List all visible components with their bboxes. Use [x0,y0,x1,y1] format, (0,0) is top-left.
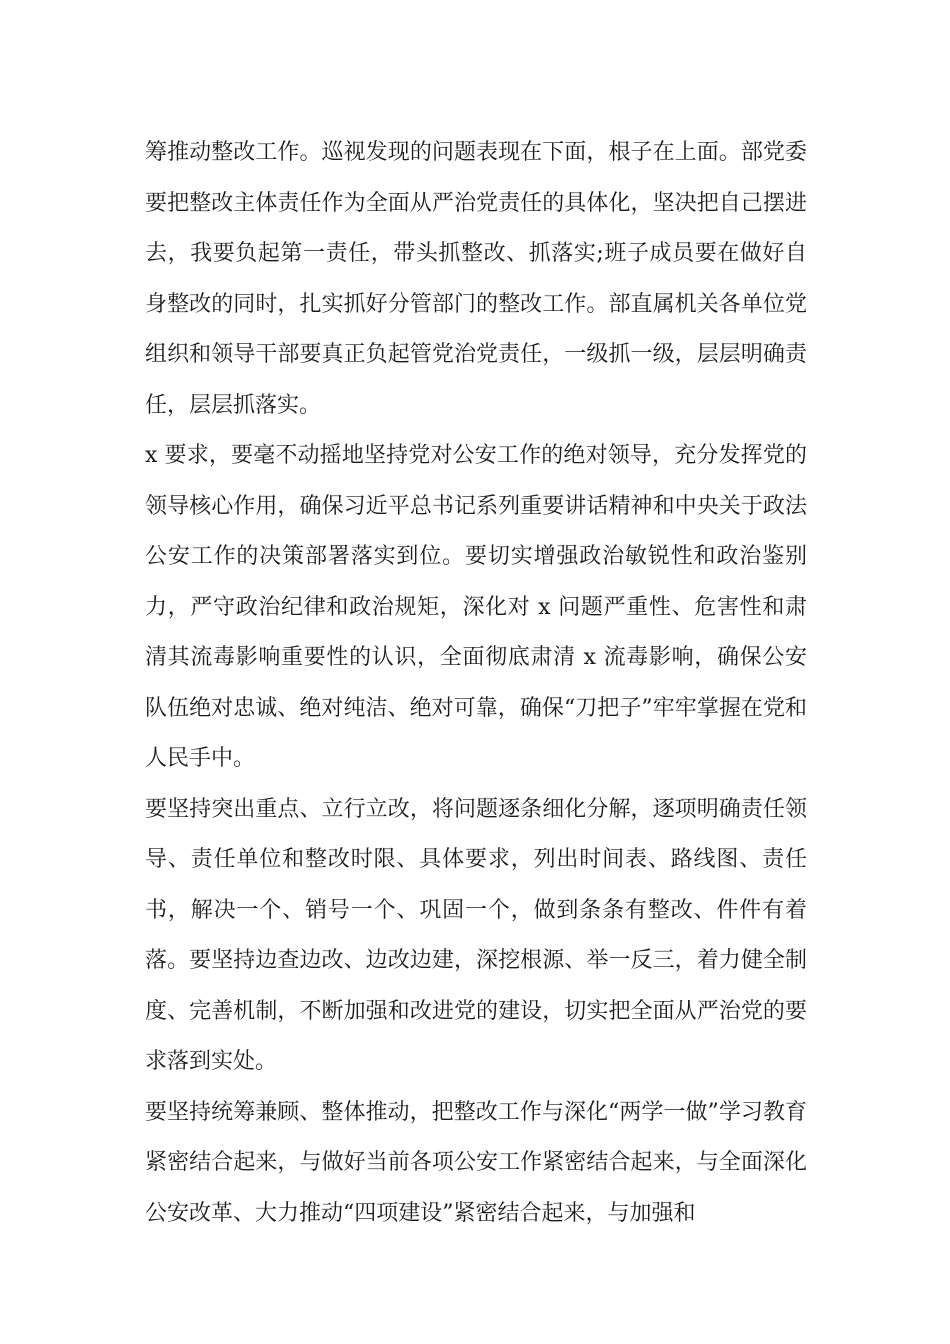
document-body [145,128,807,1239]
paragraph-3: 要坚持突出重点、立行立改，将问题逐条细化分解，逐项明确责任领导、责任单位和整改时限、具体要求，列出时间表、路线图、责任书，解决一个、销号一个、巩固一个，做到条条有整改、件件有着落。要坚持边查边改、边改边建，深挖根源、举一反三，着力健全制度、完善机制，不断加强和改进党的建设，切实把全面从严治党的要求落到实处。 [145,796,807,1074]
paragraph-1: 筹推动整改工作。巡视发现的问题表现在下面，根子在上面。部党委要把整改主体责任作为全面从严治党责任的具体化，坚决把自己摆进去，我要负起第一责任，带头抓整改、抓落实;班子成员要在做好自身整改的同时，扎实抓好分管部门的整改工作。部直属机关各单位党组织和领导干部要真正负起管党治党责任，一级抓一级，层层明确责任，层层抓落实。 [145,140,807,418]
paragraph-4: 要坚持统筹兼顾、整体推动，把整改工作与深化“两学一做”学习教育紧密结合起来，与做好当前各项公安工作紧密结合起来，与全面深化公安改革、大力推动“四项建设”紧密结合起来，与加强和 [145,1099,807,1226]
paragraph-2: x 要求，要毫不动摇地坚持党对公安工作的绝对领导，充分发挥党的领导核心作用，确保习近平总书记系列重要讲话精神和中央关于政法公安工作的决策部署落实到位。要切实增强政治敏锐性和政治鉴别力，严守政治纪律和政治规矩，深化对 x 问题严重性、危害性和肃清其流毒影响重要性的认识，全面彻底肃清 x 流毒影响，确保公安队伍绝对忠诚、绝对纯洁、绝对可靠，确保“刀把子”牢牢掌握在党和人民手中。 [145,443,807,771]
